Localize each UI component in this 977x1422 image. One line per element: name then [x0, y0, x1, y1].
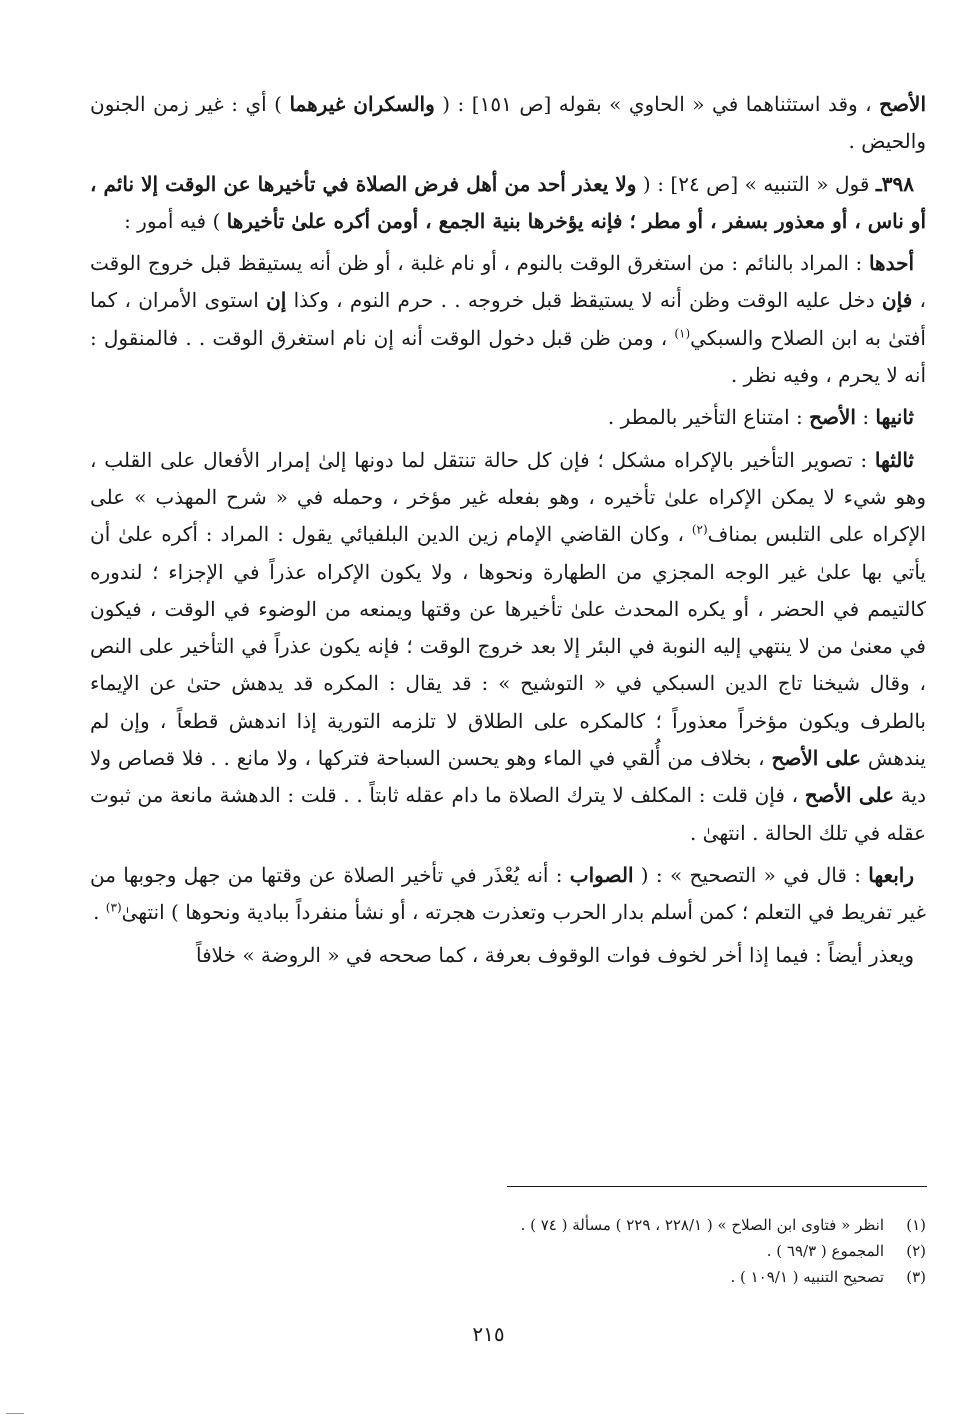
quoted-text-bold: ولا يعذر أحد من أهل فرض الصلاة في تأخيرها عن الوقت إلا نائم ، أو ناس ، أو معذور بسفر ، أو مطر ؛ فإنه يؤخرها بنية الجمع ، أومن أكره علىٰ تأخيرها [90, 171, 926, 233]
text-run: : امتناع التأخير بالمطر . [607, 405, 810, 430]
text-run: ، فإن قلت : المكلف لا يترك الصلاة ما دام عقله ثابتاً . . قلت : الدهشة مانعة من ثبوت عقله في تلك الحالة . انتهىٰ . [90, 783, 926, 845]
footnote [90, 1264, 926, 1290]
footnote-text: تصحيح التنبيه ( ١٠٩/١ ) . [730, 1268, 884, 1286]
text-run: : تصوير التأخير بالإكراه مشكل ؛ فإن كل حالة تنتقل لما دونها إلىٰ إمرار الأفعال على القلب ، وهو شيء لا يمكن الإكراه علىٰ تأخيره ، وهو بفعله غير مؤخر ، وحمله في « شرح المهذب » على الإكراه على التلبس بمناف [90, 447, 927, 547]
footnote-marker: (٣) [105, 900, 122, 915]
paragraph [90, 857, 926, 932]
page-number: ٢١٥ [472, 1322, 505, 1346]
footnote-text: انظر « فتاوى ابن الصلاح » ( ٢٢٨/١ ، ٢٢٩ ) مسألة ( ٧٤ ) . [520, 1216, 884, 1234]
footnote-marker: (٢) [691, 522, 708, 537]
text-run: ، بخلاف من أُلقي في الماء وهو يحسن السباحة فتركها ، ولا مانع . . فلا قصاص ولا دية [90, 746, 926, 808]
bold-term: على الأصح [804, 783, 895, 808]
paragraph [90, 442, 926, 852]
bold-term: رابعها [868, 862, 914, 887]
paragraph [90, 86, 926, 161]
paragraph [90, 399, 926, 436]
text-run: : أنه يُعْذَر في تأخير الصلاة عن وقتها من جهل وجوبها من غير تفريط في التعلم ؛ كمن أسلم بدار الحرب وتعذرت هجرته ، أو نشأ منفرداً ببادية ونحوها ) انتهىٰ [90, 862, 926, 925]
issue-number: ٣٩٨ـ [875, 171, 915, 196]
scan-edge-mark [6, 1413, 24, 1414]
text-run: ، ومن ظن قبل دخول الوقت أنه إن نام استغرق الوقت . . فالمنقول : أنه لا يحرم ، وفيه نظر . [90, 325, 926, 388]
footnote-number: (٢) [906, 1242, 926, 1260]
text-run: ، وكان القاضي الإمام زين الدين البلفيائي يقول : المراد : أكره علىٰ أن يأتي بها علىٰ غير الوجه المجزي من الطهارة ونحوها ، ولا يكون الإكراه عذراً في الإجزاء ؛ لندوره كالتيمم في الحضر ، أو يكره المحدث علىٰ تأخيرها عن وقتها ويمنعه من الوضوء في الوقت ، فيكون في معنىٰ من لا ينتهي إليه النوبة في البئر إلا بعد خروج الوقت ؛ فإنه يكون عذراً في التأخير على النص ، وقال شيخنا تاج الدين السبكي في « التوشيح » : قد يقال : المكره قد يدهش حتىٰ عن الإيماء بالطرف ويكون مؤخراً معذوراً ؛ كالمكره على الطلاق لا تلزمه التورية إذا اندهش قطعاً ، وإن لم يندهش [90, 522, 926, 771]
bold-term: ثانيها [875, 405, 914, 430]
bold-term: ثالثها [874, 447, 914, 472]
footnote-number: (٣) [906, 1268, 926, 1286]
text-run: : قال في « التصحيح » : ( [633, 862, 869, 887]
footnote-marker: (١) [674, 326, 691, 341]
bold-term: الأصح [879, 92, 926, 116]
footnote [90, 1212, 926, 1238]
main-text [90, 86, 926, 979]
text-run: ، وقد استثناهما في « الحاوي » بقوله [ص ١٥١] : ( [434, 92, 880, 116]
text-run: : [855, 405, 876, 430]
text-run: استوى الأمران ، كما أفتىٰ به ابن الصلاح والسبكي [90, 288, 926, 350]
bold-term: فإن [881, 288, 913, 313]
footnote [90, 1238, 926, 1264]
text-run: ) أي : غير زمن الجنون والحيض . [90, 92, 926, 154]
paragraph [90, 937, 926, 974]
bold-term: الصواب [569, 862, 634, 887]
text-run: : المراد بالنائم : من استغرق الوقت بالنوم ، أو نام غلبة ، أو ظن أنه يستيقظ قبل خروج الوقت ، [90, 251, 927, 313]
text-run: قول « التنبيه » [ص ٢٤] : ( [636, 171, 876, 196]
paragraph [90, 245, 926, 394]
bold-term: على الأصح [771, 746, 861, 771]
footnote-text: المجموع ( ٦٩/٣ ) . [766, 1242, 884, 1260]
bold-term: الأصح [809, 405, 856, 430]
text-run: ) فيه أمور : [124, 208, 227, 233]
footnote-number: (١) [906, 1216, 926, 1234]
bold-term: أحدها [868, 251, 914, 276]
text-run: . [93, 900, 106, 925]
text-run: ويعذر أيضاً : فيما إذا أخر لخوف فوات الوقوف بعرفة ، كما صححه في « الروضة » خلافاً [196, 942, 914, 967]
footnotes [90, 1212, 926, 1290]
text-run: دخل عليه الوقت وظن أنه لا يستيقظ قبل خروجه . . حرم النوم ، وكذا [286, 288, 882, 313]
footnote-separator [507, 1186, 927, 1187]
paragraph [90, 166, 926, 241]
bold-term: إن [266, 288, 287, 313]
quoted-text-bold: والسكران غيرهما [289, 92, 435, 116]
